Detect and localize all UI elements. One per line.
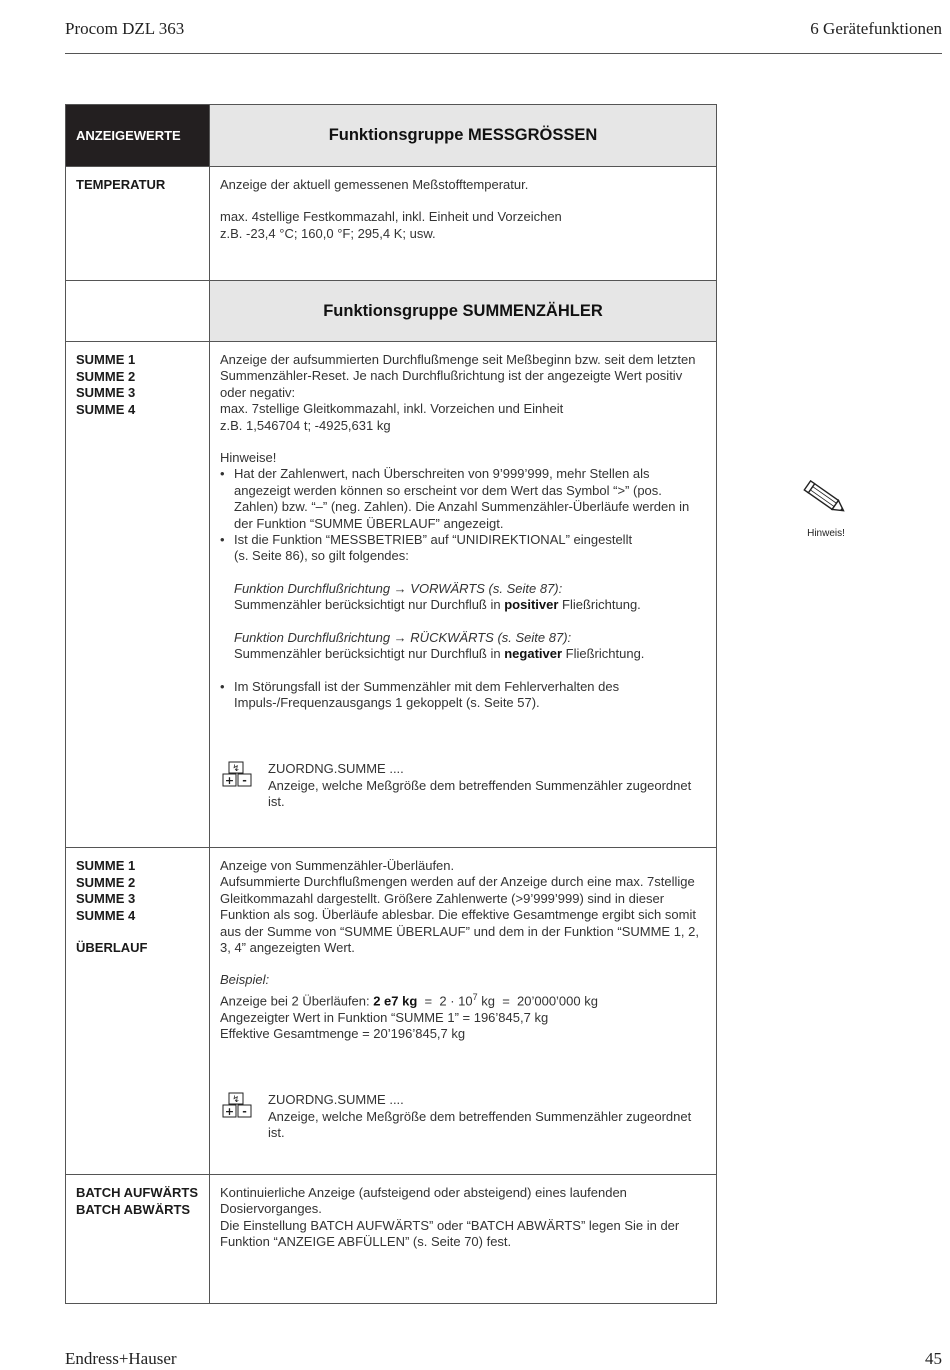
text-span: Summenzähler berücksichtigt nur Durchfluß in [234, 646, 505, 662]
direction-reverse-text [234, 646, 706, 662]
keypad-description: Anzeige, welche Meßgröße dem betreffenden Summenzähler zugeordnet ist. [268, 1108, 692, 1141]
margin-hint-label: Hinweis! [807, 528, 845, 539]
text-span: Summenzähler berücksichtigt nur Durchfluß in [234, 597, 505, 613]
group-header-messgroessen [210, 105, 716, 166]
list-item [220, 532, 706, 678]
label-batch [66, 1175, 209, 1303]
label-line: SUMME 3 [76, 385, 136, 400]
label-line: SUMME 4 [76, 401, 136, 417]
text-span: Fließrichtung. [558, 597, 641, 613]
margin-hint [800, 480, 852, 541]
keypad-icon [220, 761, 254, 789]
text-span: Anzeige bei 2 Überläufen: [220, 993, 374, 1009]
hint-title: Hinweise! [220, 450, 277, 466]
text-span: kg = 20’000’000 kg [477, 993, 598, 1009]
label-line: SUMME 3 [76, 891, 136, 906]
label-line: ÜBERLAUF [76, 940, 148, 955]
label-line: BATCH AUFWÄRTS [76, 1185, 199, 1200]
keypad-description: Anzeige, welche Meßgröße dem betreffenden Summenzähler zugeordnet ist. [268, 777, 692, 810]
text-span: Fließrichtung. [562, 646, 645, 662]
list-item-text: • Ist die Funktion “MESSBETRIEB” auf “UNIDIREKTIONAL” eingestellt [234, 532, 633, 548]
content-ueberlauf [210, 848, 716, 1174]
document-header-title: Procom DZL 363 [65, 19, 185, 38]
text-paragraph: z.B. -23,4 °C; 160,0 °F; 295,4 K; usw. [220, 225, 436, 241]
content-summe [210, 342, 716, 847]
content-batch [210, 1175, 716, 1303]
page-number: 45 [925, 1349, 942, 1368]
keypad-function-name: ZUORDNG.SUMME .... [268, 761, 404, 777]
chapter-title: 6 Gerätefunktionen [810, 19, 942, 38]
label-line: SUMME 1 [76, 858, 136, 873]
header-rule [65, 53, 942, 54]
label-line: SUMME 1 [76, 352, 136, 367]
text-paragraph: Anzeige der aufsummierten Durchflußmenge seit Meßbeginn bzw. seit dem letzten Summenzähler-Reset. Je nach Durchflußrichtung ist der angezeigte Wert positiv oder negativ: [220, 352, 696, 400]
keypad-function-name: ZUORDNG.SUMME .... [268, 1092, 404, 1108]
emphasis-text: positiver [504, 597, 559, 613]
corner-label: ANZEIGEWERTE [66, 105, 209, 166]
emphasis-text: negativer [504, 646, 563, 662]
label-ueberlauf [66, 848, 209, 1174]
text-paragraph: z.B. 1,546704 t; -4925,631 kg [220, 417, 391, 433]
keypad-reference [220, 1092, 706, 1142]
hint-list [220, 466, 706, 711]
function-table [65, 104, 717, 1304]
example-title: Beispiel: [220, 972, 270, 988]
svg-text:↯: ↯ [232, 764, 240, 775]
svg-text:↯: ↯ [232, 1095, 240, 1106]
group-header-summenzaehler [210, 281, 716, 341]
svg-text:-: - [242, 774, 247, 788]
svg-text:-: - [242, 1105, 247, 1119]
text-paragraph: max. 4stellige Festkommazahl, inkl. Einheit und Vorzeichen [220, 209, 562, 225]
list-item: • Im Störungsfall ist der Summenzähler mit dem Fehlerverhalten des Impuls-/Frequenzausgangs 1 gekoppelt (s. Seite 57). [220, 679, 706, 712]
emphasis-text: 2 e7 kg [373, 993, 418, 1009]
exponent: 7 [472, 991, 478, 1002]
text-paragraph: Kontinuierliche Anzeige (aufsteigend oder absteigend) eines laufenden Dosiervorganges. [220, 1185, 627, 1217]
list-item-text: (s. Seite 86), so gilt folgendes: [234, 548, 409, 564]
example-line: Effektive Gesamtmenge = 20’196’845,7 kg [220, 1025, 466, 1041]
svg-text:+: + [224, 774, 235, 788]
label-summe [66, 342, 209, 847]
text-paragraph: Anzeige der aktuell gemessenen Meßstofftemperatur. [220, 177, 529, 192]
label-line: SUMME 2 [76, 874, 136, 890]
example-line: Angezeigter Wert in Funktion “SUMME 1” = 196’845,7 kg [220, 1009, 549, 1025]
label-line: SUMME 2 [76, 368, 136, 384]
direction-forward-title: Funktion Durchflußrichtung → VORWÄRTS (s. Seite 87): [234, 580, 563, 596]
svg-text:+: + [224, 1105, 235, 1119]
text-paragraph: Die Einstellung BATCH AUFWÄRTS” oder “BATCH ABWÄRTS” legen Sie in der Funktion “ANZEIGE ABFÜLLEN” (s. Seite 70) fest. [220, 1217, 680, 1250]
text-paragraph: Aufsummierte Durchflußmengen werden auf der Anzeige durch eine max. 7stellige Gleitkommazahl dargestellt. Größere Zahlenwerte (>9’999’999) sind in dieser Funktion als sog. Überläufe ablesbar. Die effektive Gesamtmenge ergibt sich somit aus der Summe von “SUMME ÜBERLAUF” und dem in der Funktion “SUMME 1, 2, 3, 4” angezeigten Wert. [220, 874, 699, 956]
text-span: = 2 · 10 [417, 993, 473, 1009]
text-paragraph: Anzeige von Summenzähler-Überläufen. [220, 858, 455, 873]
group-title: Funktionsgruppe SUMMENZÄHLER [323, 301, 603, 320]
example-line [220, 989, 706, 1010]
label-temperatur: TEMPERATUR [76, 177, 166, 192]
direction-forward-text [234, 597, 706, 613]
pencil-icon [801, 480, 851, 518]
group-title: Funktionsgruppe MESSGRÖSSEN [328, 126, 598, 144]
footer-brand: Endress+Hauser [65, 1349, 177, 1368]
label-line: SUMME 4 [76, 907, 136, 923]
keypad-icon [220, 1092, 254, 1120]
direction-reverse-title: Funktion Durchflußrichtung → RÜCKWÄRTS (s. Seite 87): [234, 629, 572, 645]
label-line: BATCH ABWÄRTS [76, 1201, 191, 1217]
content-temperatur [210, 167, 716, 280]
text-paragraph: max. 7stellige Gleitkommazahl, inkl. Vorzeichen und Einheit [220, 401, 564, 417]
list-item: • Hat der Zahlenwert, nach Überschreiten von 9’999’999, mehr Stellen als angezeigt werden können so erscheint vor dem Wert das Symbol “>” (pos. Zahlen) bzw. “–” (neg. Zahlen). Die Anzahl Summenzähler-Überläufe werden in der Funktion “SUMME ÜBERLAUF” angezeigt. [220, 466, 706, 532]
keypad-reference [220, 761, 706, 811]
